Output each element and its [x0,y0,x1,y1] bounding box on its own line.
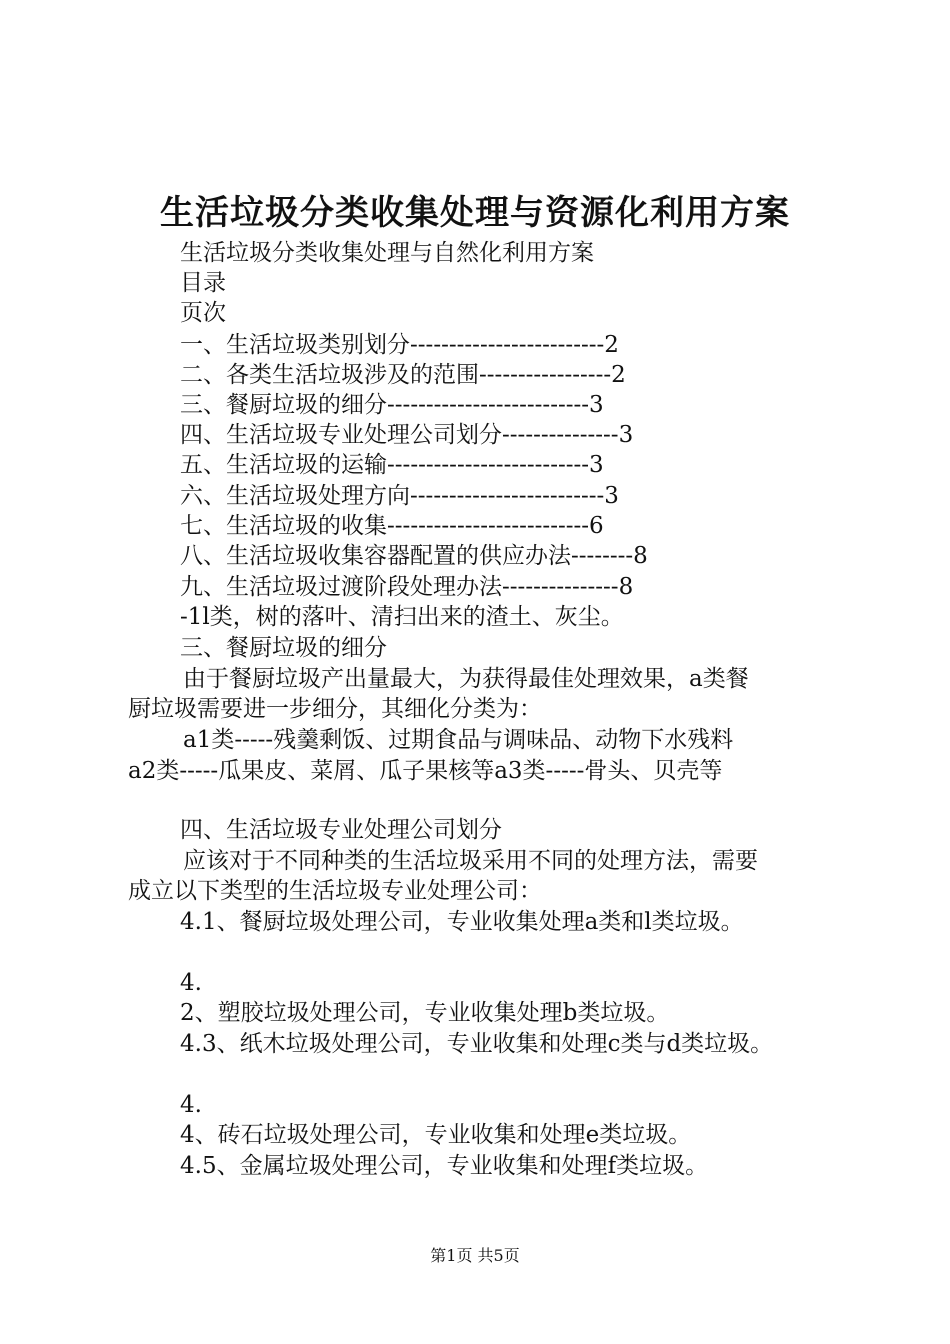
body-line: 成立以下类型的生活垃圾专业处理公司： [128,878,542,904]
section-heading: 四、生活垃圾专业处理公司划分 [180,817,502,843]
body-line: 2、塑胶垃圾处理公司，专业收集处理b类垃圾。 [180,1000,670,1026]
document-title: 生活垃圾分类收集处理与资源化利用方案 [160,193,790,233]
toc-entry: 六、生活垃圾处理方向-------------------------3 [180,483,619,509]
section-heading: 三、餐厨垃圾的细分 [180,635,387,661]
body-line: 4、砖石垃圾处理公司，专业收集和处理e类垃圾。 [180,1122,692,1148]
toc-entry: 八、生活垃圾收集容器配置的供应办法--------8 [180,543,648,569]
body-line: 4. [180,1092,202,1118]
page-footer: 第1页 共5页 [430,1246,520,1265]
toc-heading: 目录 [180,270,226,296]
document-subtitle: 生活垃圾分类收集处理与自然化利用方案 [180,240,594,266]
toc-entry: 二、各类生活垃圾涉及的范围-----------------2 [180,362,626,388]
body-line: a1类-----残羹剩饭、过期食品与调味品、动物下水残料 [183,727,734,753]
toc-entry: 五、生活垃圾的运输--------------------------3 [180,452,604,478]
toc-entry: 九、生活垃圾过渡阶段处理办法---------------8 [180,574,634,600]
toc-entry: 四、生活垃圾专业处理公司划分---------------3 [180,422,634,448]
body-line: -1l类，树的落叶、清扫出来的渣土、灰尘。 [180,604,624,630]
body-line: 由于餐厨垃圾产出量最大，为获得最佳处理效果，a类餐 [183,666,749,692]
toc-entry: 三、餐厨垃圾的细分--------------------------3 [180,392,604,418]
body-line: 应该对于不同种类的生活垃圾采用不同的处理方法，需要 [183,848,758,874]
body-line: 4. [180,970,202,996]
toc-entry: 七、生活垃圾的收集--------------------------6 [180,513,604,539]
toc-entry: 一、生活垃圾类别划分-------------------------2 [180,332,619,358]
body-line: 厨垃圾需要进一步细分，其细化分类为： [128,696,542,722]
body-line: 4.1、餐厨垃圾处理公司，专业收集处理a类和l类垃圾。 [180,909,744,935]
body-line: 4.3、纸木垃圾处理公司，专业收集和处理c类与d类垃圾。 [180,1031,774,1057]
toc-page-label: 页次 [180,300,226,326]
body-line: a2类-----瓜果皮、菜屑、瓜子果核等a3类-----骨头、贝壳等 [128,758,723,784]
body-line: 4.5、金属垃圾处理公司，专业收集和处理f类垃圾。 [180,1153,709,1179]
